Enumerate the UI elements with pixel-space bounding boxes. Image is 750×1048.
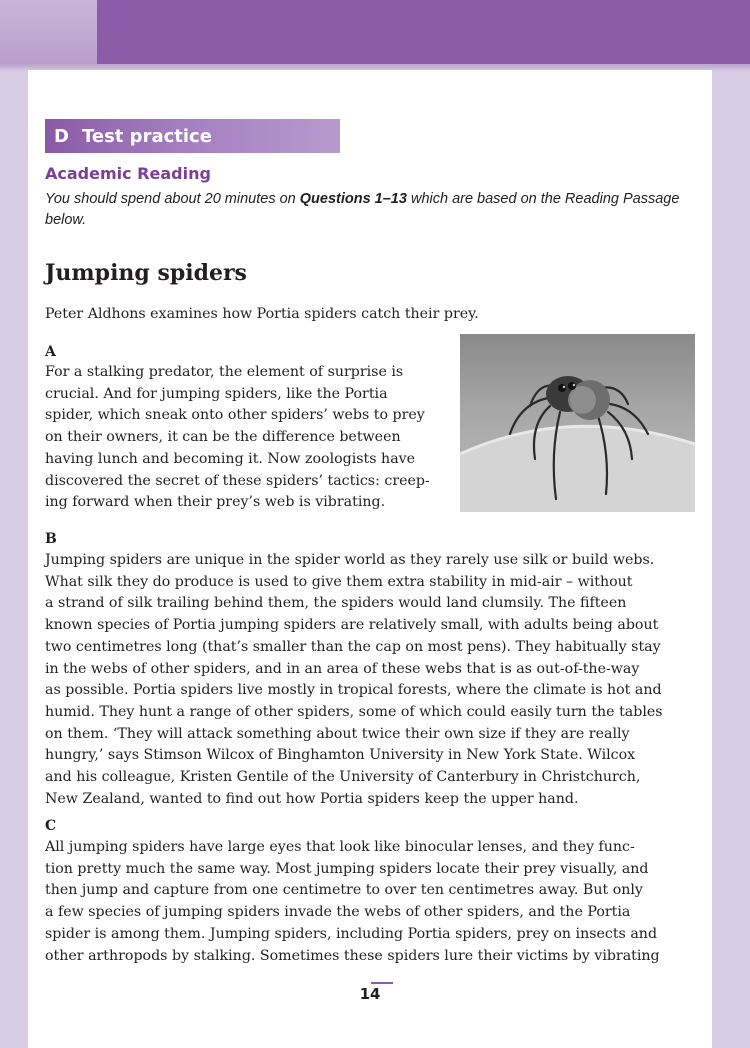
paragraph-a-line: discovered the secret of these spiders’ tactics: creep- [45, 472, 430, 489]
section-header-bar [45, 119, 340, 153]
paragraph-b-line: humid. They hunt a range of other spiders, some of which could easily turn the tables [45, 703, 663, 720]
paragraph-b-line: Jumping spiders are unique in the spider world as they rarely use silk or build webs. [45, 552, 655, 568]
paragraph-b-line: New Zealand, wanted to find out how Portia spiders keep the upper hand. [45, 790, 579, 807]
paragraph-a-line: crucial. And for jumping spiders, like the Portia [45, 385, 388, 402]
paragraph-c-line: All jumping spiders have large eyes that look like binocular lenses, and they func- [45, 839, 635, 855]
page-sheet [28, 70, 712, 1048]
paragraph-a-line: having lunch and becoming it. Now zoologists have [45, 450, 416, 467]
paragraph-c-line: tion pretty much the same way. Most jumping spiders locate their prey visually, and [45, 860, 649, 877]
paragraph-a [45, 362, 430, 514]
passage-byline: Peter Aldhons examines how Portia spiders catch their prey. [45, 306, 479, 322]
paragraph-a-line: For a stalking predator, the element of surprise is [45, 364, 404, 380]
paragraph-label-b: B [45, 531, 57, 547]
section-letter: D [54, 125, 69, 147]
spider-illustration [460, 334, 695, 512]
paragraph-b-line: What silk they do produce is used to give them extra stability in mid-air – without [45, 573, 633, 590]
paragraph-b-line: known species of Portia jumping spiders are relatively small, with adults being about [45, 617, 659, 634]
page-number-rule [371, 982, 393, 984]
spider-photo [460, 334, 695, 512]
paragraph-b-line: in the webs of other spiders, and in an area of these webs that is as out-of-the-way [45, 660, 640, 677]
paragraph-c-line: other arthropods by stalking. Sometimes these spiders lure their victims by vibrating [45, 947, 660, 964]
subhead: Academic Reading [45, 164, 211, 183]
paragraph-b [45, 550, 663, 810]
top-banner [0, 0, 750, 64]
instructions-pre: You should spend about 20 minutes on [45, 191, 300, 207]
paragraph-b-line: as possible. Portia spiders live mostly in tropical forests, where the climate is hot and [45, 682, 662, 699]
paragraph-b-line: a strand of silk trailing behind them, the spiders would land clumsily. The fifteen [45, 595, 627, 612]
paragraph-c-line: then jump and capture from one centimetre to over ten centimetres away. But only [45, 882, 643, 899]
passage-title: Jumping spiders [45, 260, 247, 286]
paragraph-b-line: hungry,’ says Stimson Wilcox of Binghamton University in New York State. Wilcox [45, 747, 636, 764]
page-number: 14 [359, 985, 381, 1003]
paragraph-c-line: a few species of jumping spiders invade the webs of other spiders, and the Portia [45, 904, 631, 921]
paragraph-c-line: spider is among them. Jumping spiders, including Portia spiders, prey on insects and [45, 925, 658, 942]
section-title: Test practice [82, 125, 212, 147]
instructions-post: which are based on the Reading Passage below. [45, 191, 680, 228]
paragraph-b-line: two centimetres long (that’s smaller than the cap on most pens). They habitually stay [45, 638, 661, 655]
paragraph-label-a: A [45, 344, 56, 360]
top-tab [0, 0, 97, 64]
paragraph-b-line: on them. ‘They will attack something about twice their own size if they are really [45, 725, 630, 742]
paragraph-c [45, 837, 660, 967]
paragraph-a-line: ing forward when their prey’s web is vibrating. [45, 494, 386, 511]
instructions [45, 189, 685, 231]
paragraph-a-line: spider, which sneak onto other spiders’ webs to prey [45, 407, 425, 424]
instructions-questions: Questions 1–13 [299, 191, 407, 207]
paragraph-b-line: and his colleague, Kristen Gentile of the University of Canterbury in Christchurch, [45, 769, 641, 786]
paragraph-label-c: C [45, 818, 57, 834]
paragraph-a-line: on their owners, it can be the difference between [45, 429, 401, 446]
